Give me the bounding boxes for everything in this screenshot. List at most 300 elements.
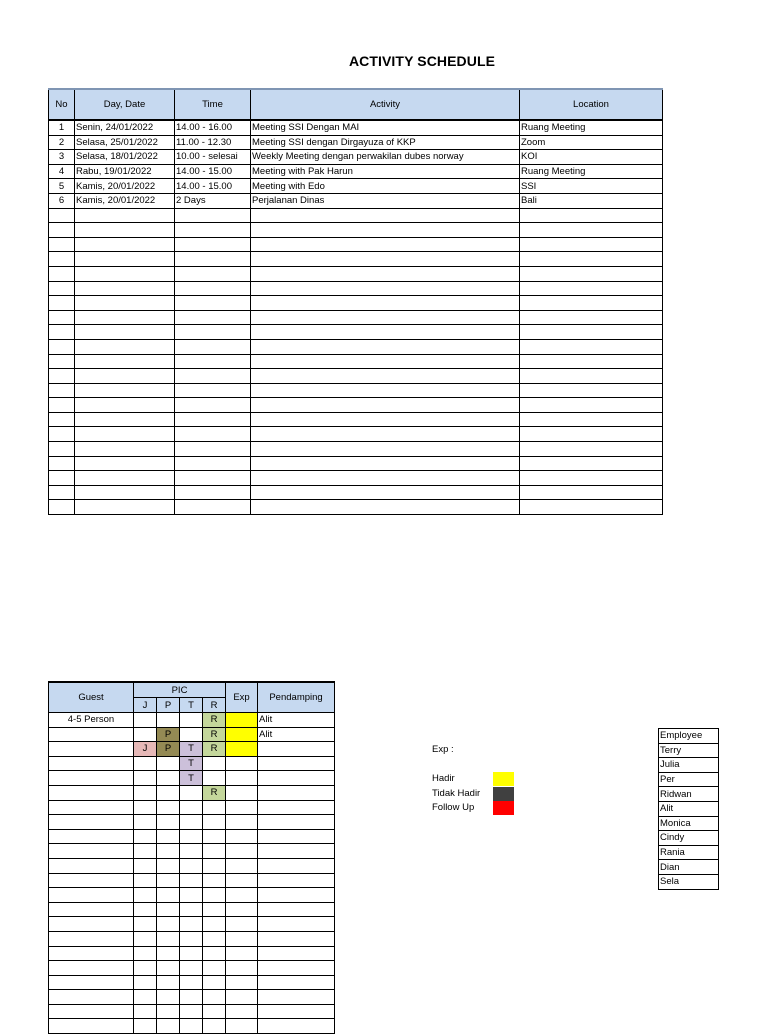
table-row: [49, 398, 663, 413]
cell-no: [49, 383, 75, 398]
table-row: [49, 252, 663, 267]
guest-cell-pendamping: [258, 888, 335, 903]
cell-day-date: [75, 325, 175, 340]
guest-cell-r: R: [203, 742, 226, 757]
legend-swatch-follow-up: [493, 801, 514, 815]
guest-cell-exp: [226, 727, 258, 742]
guest-cell-j: [134, 873, 157, 888]
table-row: [49, 237, 663, 252]
guest-cell-p: [157, 1019, 180, 1034]
cell-day-date: Kamis, 20/01/2022: [75, 193, 175, 208]
guest-cell-pendamping: [258, 858, 335, 873]
cell-time: [175, 223, 251, 238]
guest-cell-pendamping: [258, 975, 335, 990]
pic-t-header: T: [180, 698, 203, 713]
cell-activity: [251, 412, 520, 427]
table-row: [49, 164, 663, 179]
guest-cell-p: [157, 902, 180, 917]
employee-name: Per: [659, 772, 719, 787]
guest-cell-p: [157, 844, 180, 859]
cell-day-date: [75, 354, 175, 369]
cell-location: [520, 310, 663, 325]
cell-no: [49, 471, 75, 486]
cell-day-date: [75, 223, 175, 238]
cell-day-date: [75, 398, 175, 413]
cell-day-date: [75, 252, 175, 267]
guest-cell-j: [134, 917, 157, 932]
employee-name: Rania: [659, 845, 719, 860]
pic-j-header: J: [134, 698, 157, 713]
cell-location: [520, 208, 663, 223]
guest-cell-r: [203, 902, 226, 917]
guest-cell-guest: [49, 873, 134, 888]
cell-day-date: [75, 208, 175, 223]
cell-location: [520, 354, 663, 369]
guest-cell-t: [180, 713, 203, 728]
cell-time: 14.00 - 16.00: [175, 120, 251, 135]
header-activity: Activity: [251, 89, 520, 120]
guest-cell-r: [203, 844, 226, 859]
table-row: [49, 427, 663, 442]
guest-cell-exp: [226, 961, 258, 976]
guest-cell-j: [134, 771, 157, 786]
guest-cell-p: [157, 873, 180, 888]
cell-location: [520, 369, 663, 384]
cell-time: [175, 485, 251, 500]
guest-cell-guest: [49, 888, 134, 903]
guest-cell-r: [203, 990, 226, 1005]
guest-cell-exp: [226, 756, 258, 771]
guest-cell-p: P: [157, 742, 180, 757]
guest-cell-t: [180, 975, 203, 990]
legend-label-hadir: Hadir: [432, 773, 455, 784]
guest-cell-pendamping: [258, 917, 335, 932]
guest-cell-t: [180, 815, 203, 830]
guest-cell-r: [203, 815, 226, 830]
cell-no: [49, 500, 75, 515]
cell-no: [49, 266, 75, 281]
cell-no: [49, 310, 75, 325]
cell-activity: Meeting SSI dengan Dirgayuza of KKP: [251, 135, 520, 150]
guest-cell-exp: [226, 873, 258, 888]
guest-cell-guest: [49, 756, 134, 771]
cell-time: [175, 252, 251, 267]
cell-day-date: [75, 310, 175, 325]
cell-location: Ruang Meeting: [520, 164, 663, 179]
cell-time: 10.00 - selesai: [175, 150, 251, 165]
cell-no: [49, 354, 75, 369]
guest-cell-exp: [226, 785, 258, 800]
guest-cell-guest: [49, 931, 134, 946]
cell-time: [175, 310, 251, 325]
guest-cell-r: [203, 1019, 226, 1034]
cell-no: [49, 339, 75, 354]
guest-cell-pendamping: [258, 931, 335, 946]
legend-label-tidak-hadir: Tidak Hadir: [432, 788, 481, 799]
table-row: [49, 120, 663, 135]
guest-cell-r: [203, 1004, 226, 1019]
cell-activity: [251, 427, 520, 442]
guest-cell-j: [134, 713, 157, 728]
table-row: [49, 485, 663, 500]
guest-cell-exp: [226, 1004, 258, 1019]
cell-day-date: Selasa, 25/01/2022: [75, 135, 175, 150]
guest-cell-t: [180, 844, 203, 859]
employee-name: Dian: [659, 860, 719, 875]
guest-cell-exp: [226, 844, 258, 859]
guest-cell-t: [180, 800, 203, 815]
guest-cell-j: [134, 990, 157, 1005]
guest-cell-guest: [49, 800, 134, 815]
guest-cell-exp: [226, 771, 258, 786]
table-row: [49, 990, 335, 1005]
guest-cell-t: [180, 873, 203, 888]
guest-cell-guest: [49, 975, 134, 990]
cell-time: 14.00 - 15.00: [175, 164, 251, 179]
cell-time: [175, 266, 251, 281]
guest-cell-pendamping: [258, 961, 335, 976]
employee-name: Sela: [659, 874, 719, 889]
table-row: [49, 946, 335, 961]
guest-cell-j: [134, 815, 157, 830]
table-row: [49, 742, 335, 757]
guest-cell-p: [157, 990, 180, 1005]
cell-no: [49, 237, 75, 252]
guest-cell-p: [157, 713, 180, 728]
table-row: [49, 500, 663, 515]
guest-cell-guest: 4-5 Person: [49, 713, 134, 728]
table-row: [49, 310, 663, 325]
table-row: [49, 266, 663, 281]
guest-cell-exp: [226, 946, 258, 961]
guest-cell-pendamping: [258, 1004, 335, 1019]
cell-day-date: [75, 456, 175, 471]
guest-cell-p: [157, 785, 180, 800]
cell-time: [175, 281, 251, 296]
cell-time: [175, 237, 251, 252]
guest-cell-guest: [49, 771, 134, 786]
cell-day-date: Kamis, 20/01/2022: [75, 179, 175, 194]
guest-cell-pendamping: [258, 815, 335, 830]
guest-cell-p: [157, 961, 180, 976]
table-row: [49, 727, 335, 742]
header-day-date: Day, Date: [75, 89, 175, 120]
schedule-header-row: [49, 89, 663, 120]
table-row: [49, 917, 335, 932]
guest-cell-j: [134, 931, 157, 946]
pic-p-header: P: [157, 698, 180, 713]
guest-cell-r: [203, 975, 226, 990]
table-row: [49, 785, 335, 800]
cell-time: 2 Days: [175, 193, 251, 208]
cell-activity: [251, 398, 520, 413]
cell-day-date: [75, 442, 175, 457]
guest-cell-j: J: [134, 742, 157, 757]
cell-day-date: [75, 339, 175, 354]
guest-cell-j: [134, 844, 157, 859]
cell-time: [175, 369, 251, 384]
cell-time: [175, 500, 251, 515]
guest-cell-pendamping: [258, 771, 335, 786]
cell-no: [49, 456, 75, 471]
guest-cell-guest: [49, 858, 134, 873]
cell-activity: [251, 281, 520, 296]
guest-cell-exp: [226, 1019, 258, 1034]
cell-no: [49, 223, 75, 238]
guest-cell-guest: [49, 917, 134, 932]
guest-cell-pendamping: [258, 946, 335, 961]
cell-activity: [251, 266, 520, 281]
cell-location: Ruang Meeting: [520, 120, 663, 135]
guest-cell-j: [134, 829, 157, 844]
table-row: [49, 858, 335, 873]
header-time: Time: [175, 89, 251, 120]
legend-label-follow-up: Follow Up: [432, 802, 475, 813]
table-row: [49, 281, 663, 296]
guest-cell-j: [134, 1004, 157, 1019]
guest-cell-t: [180, 917, 203, 932]
cell-no: [49, 208, 75, 223]
guest-cell-j: [134, 785, 157, 800]
cell-activity: [251, 310, 520, 325]
cell-location: [520, 500, 663, 515]
guest-cell-t: [180, 1004, 203, 1019]
guest-cell-r: [203, 946, 226, 961]
table-row: [49, 442, 663, 457]
table-row: [49, 150, 663, 165]
cell-location: [520, 442, 663, 457]
guest-cell-r: [203, 931, 226, 946]
guest-cell-guest: [49, 815, 134, 830]
guest-cell-guest: [49, 1004, 134, 1019]
cell-no: [49, 369, 75, 384]
header-location: Location: [520, 89, 663, 120]
guest-cell-pendamping: [258, 990, 335, 1005]
table-row: [49, 961, 335, 976]
cell-location: [520, 485, 663, 500]
guest-cell-guest: [49, 785, 134, 800]
guest-cell-j: [134, 727, 157, 742]
guest-cell-t: T: [180, 771, 203, 786]
cell-no: 1: [49, 120, 75, 135]
table-row: [49, 369, 663, 384]
guest-cell-pendamping: Alit: [258, 727, 335, 742]
guest-cell-t: [180, 1019, 203, 1034]
guest-cell-r: [203, 873, 226, 888]
guest-cell-pendamping: [258, 800, 335, 815]
table-row: [49, 902, 335, 917]
cell-location: [520, 223, 663, 238]
cell-no: 4: [49, 164, 75, 179]
cell-no: [49, 412, 75, 427]
guest-cell-exp: [226, 975, 258, 990]
cell-activity: [251, 500, 520, 515]
guest-cell-pendamping: [258, 785, 335, 800]
guest-cell-pendamping: [258, 1019, 335, 1034]
cell-location: [520, 339, 663, 354]
table-row: [49, 873, 335, 888]
cell-no: [49, 398, 75, 413]
guest-cell-exp: [226, 917, 258, 932]
guest-cell-j: [134, 756, 157, 771]
guest-cell-p: P: [157, 727, 180, 742]
guest-cell-exp: [226, 742, 258, 757]
cell-no: 3: [49, 150, 75, 165]
guest-cell-guest: [49, 742, 134, 757]
pendamping-header: Pendamping: [258, 682, 335, 713]
cell-location: [520, 252, 663, 267]
employee-name: Terry: [659, 743, 719, 758]
guest-cell-pendamping: [258, 756, 335, 771]
cell-day-date: [75, 296, 175, 311]
cell-activity: [251, 237, 520, 252]
guest-cell-pendamping: [258, 844, 335, 859]
guest-cell-r: R: [203, 713, 226, 728]
cell-location: [520, 325, 663, 340]
cell-location: [520, 427, 663, 442]
cell-time: [175, 383, 251, 398]
cell-activity: [251, 354, 520, 369]
table-row: [49, 975, 335, 990]
guest-cell-r: [203, 858, 226, 873]
table-row: [49, 135, 663, 150]
cell-location: [520, 296, 663, 311]
exp-header: Exp: [226, 682, 258, 713]
table-row: [49, 931, 335, 946]
cell-day-date: [75, 427, 175, 442]
cell-location: [520, 412, 663, 427]
cell-time: [175, 208, 251, 223]
cell-location: Zoom: [520, 135, 663, 150]
table-row: [49, 325, 663, 340]
cell-day-date: [75, 500, 175, 515]
employee-name: Cindy: [659, 831, 719, 846]
guest-cell-p: [157, 815, 180, 830]
cell-no: [49, 281, 75, 296]
guest-cell-r: [203, 917, 226, 932]
guest-cell-p: [157, 771, 180, 786]
guest-cell-exp: [226, 800, 258, 815]
guest-cell-r: [203, 771, 226, 786]
pic-r-header: R: [203, 698, 226, 713]
guest-cell-t: [180, 829, 203, 844]
guest-cell-guest: [49, 990, 134, 1005]
guest-cell-guest: [49, 844, 134, 859]
table-row: [49, 756, 335, 771]
guest-cell-guest: [49, 829, 134, 844]
cell-time: [175, 325, 251, 340]
guest-cell-pendamping: [258, 742, 335, 757]
cell-activity: [251, 456, 520, 471]
guest-cell-r: [203, 829, 226, 844]
guest-cell-j: [134, 961, 157, 976]
employee-header: Employee: [659, 729, 719, 744]
guest-cell-t: [180, 727, 203, 742]
table-row: [49, 456, 663, 471]
employee-name: Alit: [659, 801, 719, 816]
cell-time: 11.00 - 12.30: [175, 135, 251, 150]
cell-activity: [251, 383, 520, 398]
guest-cell-exp: [226, 990, 258, 1005]
guest-cell-t: [180, 946, 203, 961]
guest-cell-r: [203, 800, 226, 815]
guest-cell-pendamping: [258, 829, 335, 844]
table-row: [49, 223, 663, 238]
cell-location: [520, 237, 663, 252]
guest-table: [48, 681, 335, 1034]
table-row: [49, 1004, 335, 1019]
guest-cell-exp: [226, 858, 258, 873]
cell-day-date: Senin, 24/01/2022: [75, 120, 175, 135]
cell-day-date: [75, 412, 175, 427]
cell-day-date: [75, 369, 175, 384]
cell-activity: [251, 208, 520, 223]
table-row: [49, 412, 663, 427]
employee-list: [658, 728, 719, 890]
schedule-title: ACTIVITY SCHEDULE: [348, 53, 496, 69]
employee-name: Monica: [659, 816, 719, 831]
guest-cell-p: [157, 800, 180, 815]
guest-cell-j: [134, 946, 157, 961]
cell-activity: [251, 296, 520, 311]
table-row: [49, 829, 335, 844]
activity-schedule-table: [48, 88, 663, 515]
cell-no: 2: [49, 135, 75, 150]
guest-cell-t: [180, 858, 203, 873]
guest-cell-guest: [49, 1019, 134, 1034]
guest-cell-j: [134, 975, 157, 990]
cell-day-date: Selasa, 18/01/2022: [75, 150, 175, 165]
table-row: [49, 354, 663, 369]
cell-activity: Meeting with Pak Harun: [251, 164, 520, 179]
cell-activity: Perjalanan Dinas: [251, 193, 520, 208]
cell-time: [175, 339, 251, 354]
guest-cell-p: [157, 917, 180, 932]
table-row: [49, 179, 663, 194]
cell-activity: Meeting with Edo: [251, 179, 520, 194]
table-row: [49, 800, 335, 815]
guest-cell-t: [180, 961, 203, 976]
guest-cell-j: [134, 888, 157, 903]
guest-cell-j: [134, 1019, 157, 1034]
guest-cell-guest: [49, 961, 134, 976]
guest-cell-r: R: [203, 785, 226, 800]
guest-cell-t: [180, 931, 203, 946]
cell-day-date: [75, 383, 175, 398]
guest-cell-p: [157, 829, 180, 844]
guest-cell-guest: [49, 902, 134, 917]
cell-location: [520, 281, 663, 296]
cell-time: [175, 398, 251, 413]
cell-activity: [251, 369, 520, 384]
table-row: [49, 471, 663, 486]
cell-time: [175, 442, 251, 457]
cell-no: [49, 252, 75, 267]
table-row: [49, 383, 663, 398]
table-row: [49, 339, 663, 354]
cell-day-date: [75, 237, 175, 252]
cell-time: 14.00 - 15.00: [175, 179, 251, 194]
cell-activity: [251, 471, 520, 486]
cell-location: [520, 383, 663, 398]
guest-cell-pendamping: Alit: [258, 713, 335, 728]
legend-title: Exp :: [432, 744, 454, 755]
cell-activity: [251, 339, 520, 354]
guest-cell-exp: [226, 815, 258, 830]
guest-cell-t: [180, 990, 203, 1005]
guest-cell-p: [157, 1004, 180, 1019]
legend-swatch-tidak-hadir: [493, 787, 514, 801]
